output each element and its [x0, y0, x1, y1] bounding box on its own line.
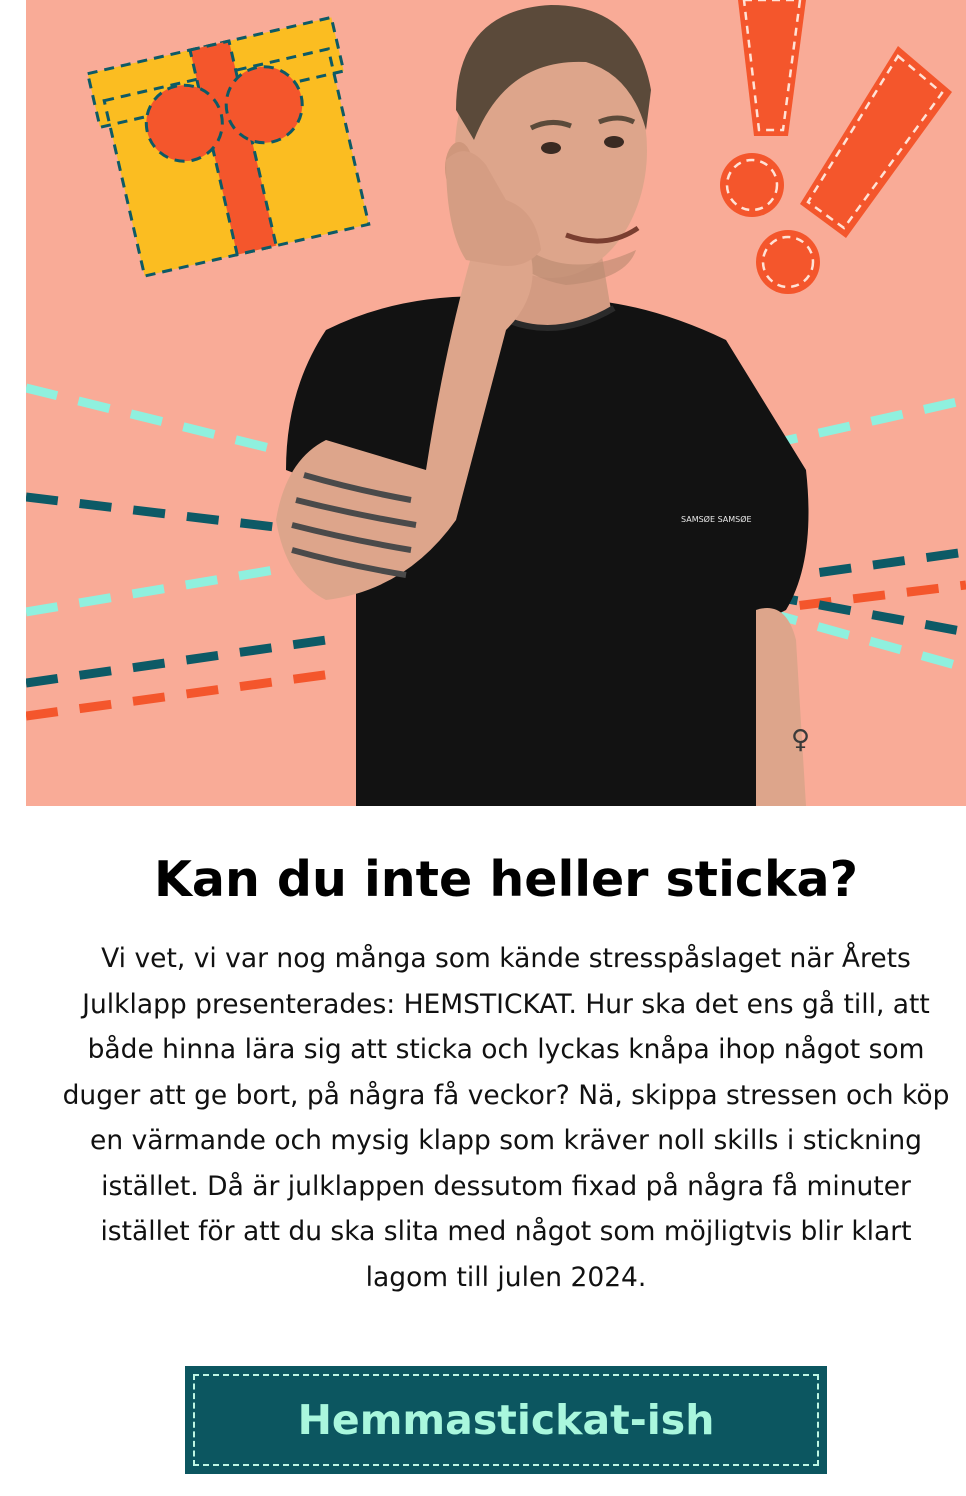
- cta-label: Hemmastickat-ish: [297, 1396, 715, 1444]
- shirt-print-text: SAMSØE SAMSØE: [681, 515, 752, 524]
- page-title: Kan du inte heller sticka?: [153, 851, 859, 908]
- hero-image: [26, 0, 966, 806]
- shop-cta-button[interactable]: [185, 1366, 827, 1474]
- tattoo-venus-icon: ♀: [791, 725, 811, 755]
- article-body: Vi vet, vi var nog många som kände stresspåslaget när Årets Julklapp presenterades: HEMSTICKAT. Hur ska det ens gå till, att både hinna lära sig att sticka och lyckas knåpa ihop något som duger att ge bort, på några få veckor? Nä, skippa stressen och köp en värmande och mysig klapp som kräver noll skills i stickning istället. Då är julklappen dessutom fixad på några få minuter istället för att du ska slita med något som möjligtvis blir klart lagom till julen 2024.: [62, 943, 950, 1293]
- hero-illustration: [26, 0, 966, 806]
